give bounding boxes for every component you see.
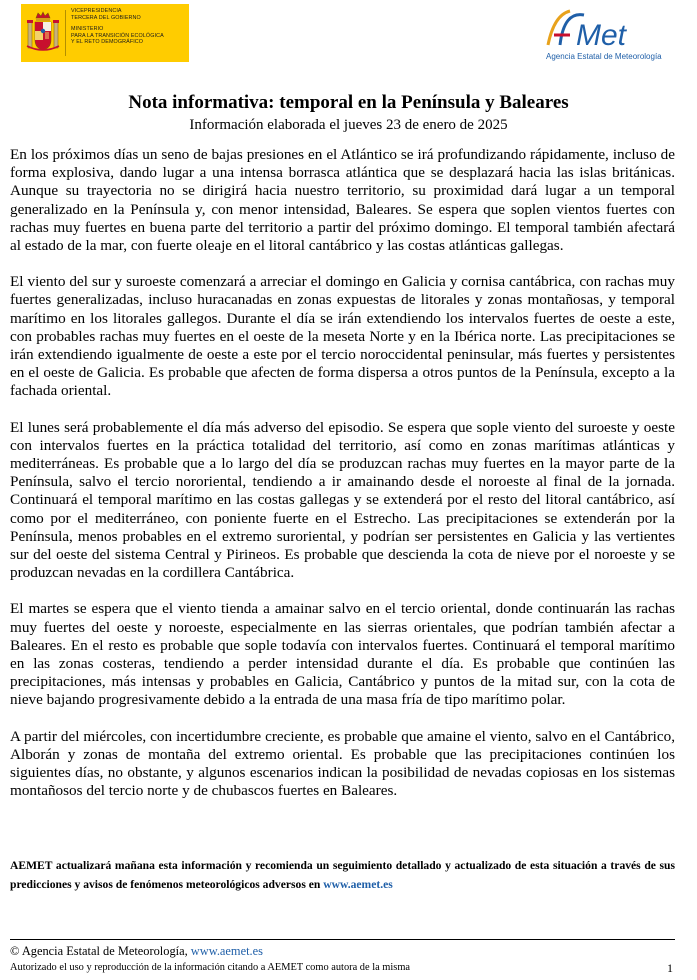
document-title: Nota informativa: temporal en la Península y Baleares [128, 92, 569, 113]
paragraph: El viento del sur y suroeste comenzará a arreciar el domingo en Galicia y cornisa cantábrica, con rachas muy fuertes generalizadas, incluso huracanadas en zonas expuestas de litorales y zonas montañosas, y temporal marítimo en los litorales gallegos. Durante el día se irán extendiendo los intervalos fuertes de oeste a este, con probables rachas muy fuertes en el oeste de la meseta Norte y en la Ibérica norte. Las precipitaciones se irán extendiendo igualmente de oeste a este por el tercio noroccidental peninsular, más fuertes y persistentes en el oeste de Galicia. Es probable que afecten de forma dispersa a otros puntos de la Península, excepto a la fachada oriental. [10, 273, 675, 400]
paragraph: El lunes será probablemente el día más adverso del episodio. Se espera que sople viento del suroeste y oeste con intervalos fuertes en la práctica totalidad del territorio, así como en zonas marítimas atlánticas y mediterráneas. Es probable que a lo largo del día se produzcan rachas muy fuertes en la mayor parte de la Península, salvo el tercio nororiental, tendiendo a ir amainando desde el noroeste al final de la jornada. Continuará el temporal marítimo en las costas gallegas y se extenderá por el resto del litoral cantábrico, así como por el mediterráneo, con poniente fuerte en el Estrecho. Las precipitaciones se extenderán por la Península, menos probables en el extremo suroriental, y podrían ser persistentes en Galicia y las vertientes sur del oeste del sistema Central y Pirineos. Es probable que descienda la cota de nieve por el noroeste y se produzcan nevadas en la cordillera Cantábrica. [10, 418, 675, 582]
copyright-text: Agencia Estatal de Meteorología, [21, 944, 188, 958]
gov-line: Y EL RETO DEMOGRÁFICO [71, 39, 144, 46]
paragraph: En los próximos días un seno de bajas presiones en el Atlántico se irá profundizando rápidamente, incluso de forma explosiva, dando lugar a una intensa borrasca atlántica que se desplazará hacia las islas británicas. Aunque su trayectoria no se dirigirá hacia nuestro territorio, su proximidad dará lugar a un temporal generalizado en la Península y, con menor intensidad, Baleares. Se espera que soplen vientos fuertes con rachas muy fuertes en buena parte del territorio a partir del próximo domingo. El temporal también afectará al estado de la mar, con fuerte oleaje en el litoral cantábrico y las costas atlánticas gallegas. [10, 146, 675, 255]
agency-subtitle: Agencia Estatal de Meteorología [546, 52, 662, 61]
notice-link[interactable]: www.aemet.es [323, 878, 393, 891]
paragraph: El martes se espera que el viento tienda a amainar salvo en el tercio oriental, donde continuarán las rachas muy fuertes del oeste y noroeste, especialmente en las sierras orientales, que podrían también afectar a Baleares. En el resto es probable que sople todavía con intervalos fuertes. Continuará el temporal marítimo en las zonas costeras, tendiendo a perder intensidad durante el día. Es probable que continúen las precipitaciones, más intensas y probables en Galicia, Cantábrico y puntos de la mitad sur, con la cota de nieve bajando progresivamente debido a la entrada de una masa fría de tipo marítimo polar. [10, 600, 675, 709]
authorization-note: Autorizado el uso y reproducción de la información citando a AEMET como autora de la misma [10, 962, 411, 973]
footer-link[interactable]: www.aemet.es [190, 944, 263, 958]
coat-of-arms-icon [21, 4, 65, 62]
document-subtitle: Información elaborada el jueves 23 de enero de 2025 [189, 117, 508, 133]
gov-line: TERCERA DEL GOBIERNO [71, 14, 141, 21]
notice-text: AEMET actualizará mañana esta información y recomienda un seguimiento detallado y actualizado de esta situación a través de sus predicciones y avisos de fenómenos meteorológicos adversos en [10, 859, 675, 891]
page-number: 1 [667, 961, 673, 975]
paragraph: A partir del miércoles, con incertidumbre creciente, es probable que amaine el viento, salvo en el Cantábrico, Alborán y zonas de montaña del extremo oriental. Es probable que las precipitaciones continúen los siguientes días, no obstante, y algunos escenarios indican la posibilidad de nevadas copiosas en los sistemas montañosos del tercio norte y de chubascos fuertes en Baleares. [10, 727, 675, 800]
gov-line: MINISTERIO [71, 26, 104, 33]
copyright-symbol: © [10, 944, 20, 958]
gov-line: PARA LA TRANSICIÓN ECOLÓGICA [71, 32, 164, 39]
document-body [10, 146, 675, 819]
svg-text:Met: Met [576, 19, 627, 52]
update-notice [10, 856, 675, 894]
copyright-line [10, 944, 263, 959]
government-logo [21, 4, 189, 62]
gov-line: VICEPRESIDENCIA [71, 8, 122, 14]
footer-divider [10, 939, 675, 940]
ministry-name [66, 4, 189, 62]
